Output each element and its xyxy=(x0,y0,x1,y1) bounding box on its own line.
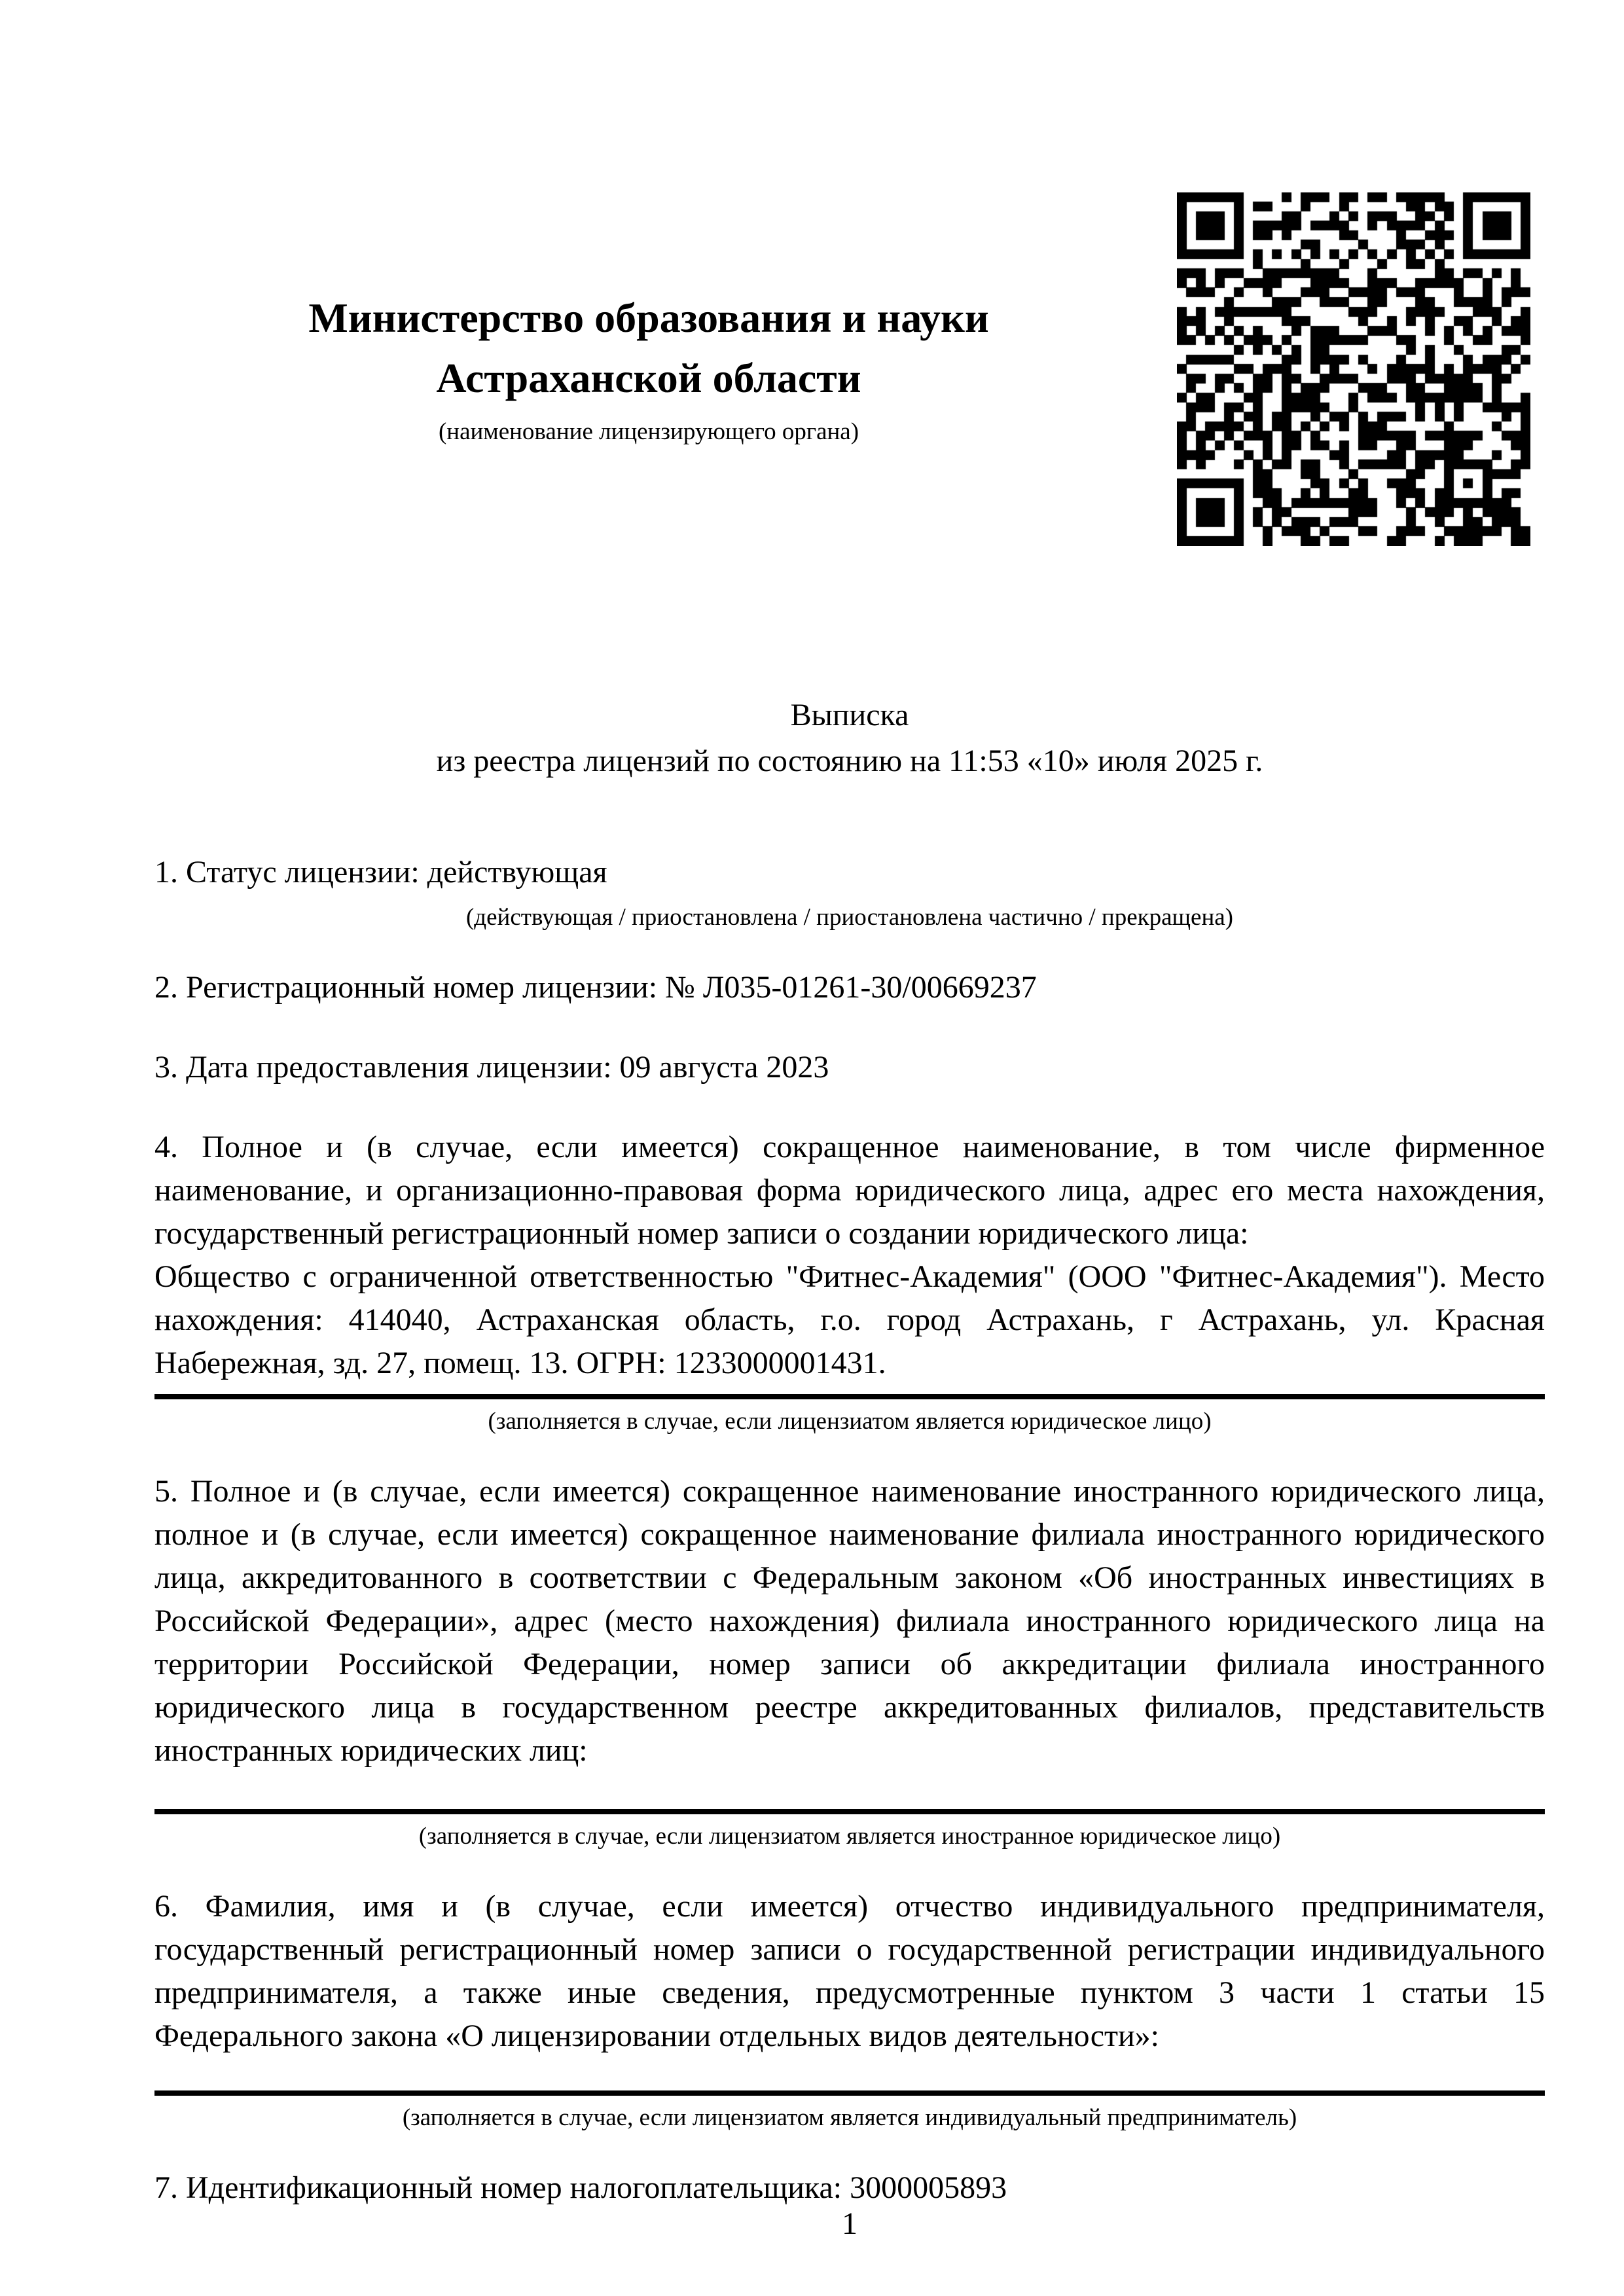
item-1-caption: (действующая / приостановлена / приостановлена частично / прекращена) xyxy=(465,904,1233,931)
item-3-license-date: 3. Дата предоставления лицензии: 09 августа 2023 xyxy=(154,1050,829,1085)
fill-line-legal-entity xyxy=(154,1394,1545,1399)
qr-code-image xyxy=(1177,192,1530,546)
item-6-caption: (заполняется в случае, если лицензиатом является индивидуальный предприниматель) xyxy=(402,2104,1297,2131)
item-4-legal-entity-value: Общество с ограниченной ответственностью "Фитнес-Академия" (ООО "Фитнес-Академия"). Место нахождения: 414040, Астраханская область, г.о. город Астрахань, г Астрахань, ул. Красная Набережная, зд. 27, помещ. 13. ОГРН: 1233000001431. xyxy=(154,1259,1545,1380)
item-1-status: 1. Статус лицензии: действующая xyxy=(154,855,607,889)
ministry-name-line2: Астраханской области xyxy=(436,355,861,401)
item-5-foreign-entity-label: 5. Полное и (в случае, если имеется) сокращенное наименование иностранного юридического лица, полное и (в случае, если имеется) сокращенное наименование филиала иностранного юридического лица, аккредитованного в соответствии с Федеральным законом «Об иностранных инвестициях в Российской Федерации», адрес (место нахождения) филиала иностранного юридического лица на территории Российской Федерации, номер записи об аккредитации филиала иностранного юридического лица в государственном реестре аккредитованных филиалов, представительств иностранных юридических лиц: xyxy=(154,1474,1545,1768)
licensing-authority-block xyxy=(154,288,1143,446)
item-2-registration-number: 2. Регистрационный номер лицензии: № Л035-01261-30/00669237 xyxy=(154,970,1037,1005)
qr-code xyxy=(1177,192,1530,546)
item-4-caption: (заполняется в случае, если лицензиатом является юридическое лицо) xyxy=(488,1408,1212,1435)
item-7-taxpayer-number: 7. Идентификационный номер налогоплательщика: 3000005893 xyxy=(154,2170,1007,2205)
item-5-caption: (заполняется в случае, если лицензиатом является иностранное юридическое лицо) xyxy=(418,1823,1281,1850)
fill-line-foreign-entity xyxy=(154,1809,1545,1814)
fill-line-entrepreneur xyxy=(154,2090,1545,2096)
document-title-line2: из реестра лицензий по состоянию на 11:53 «10» июля 2025 г. xyxy=(436,744,1263,778)
ministry-caption: (наименование лицензирующего органа) xyxy=(438,418,859,445)
page-number: 1 xyxy=(842,2206,857,2241)
item-4-legal-entity-label: 4. Полное и (в случае, если имеется) сокращенное наименование, в том числе фирменное наименование, и организационно-правовая форма юридического лица, адрес его места нахождения, государственный регистрационный номер записи о создании юридического лица: xyxy=(154,1130,1545,1251)
item-6-entrepreneur-label: 6. Фамилия, имя и (в случае, если имеется) отчество индивидуального предпринимателя, государственный регистрационный номер записи о государственной регистрации индивидуального предпринимателя, а также иные сведения, предусмотренные пунктом 3 части 1 статьи 15 Федерального закона «О лицензировании отдельных видов деятельности»: xyxy=(154,1889,1545,2053)
document-title-line1: Выписка xyxy=(790,698,909,732)
ministry-name-line1: Министерство образования и науки xyxy=(308,295,989,341)
document-title xyxy=(154,692,1545,784)
document-body xyxy=(154,851,1545,2210)
